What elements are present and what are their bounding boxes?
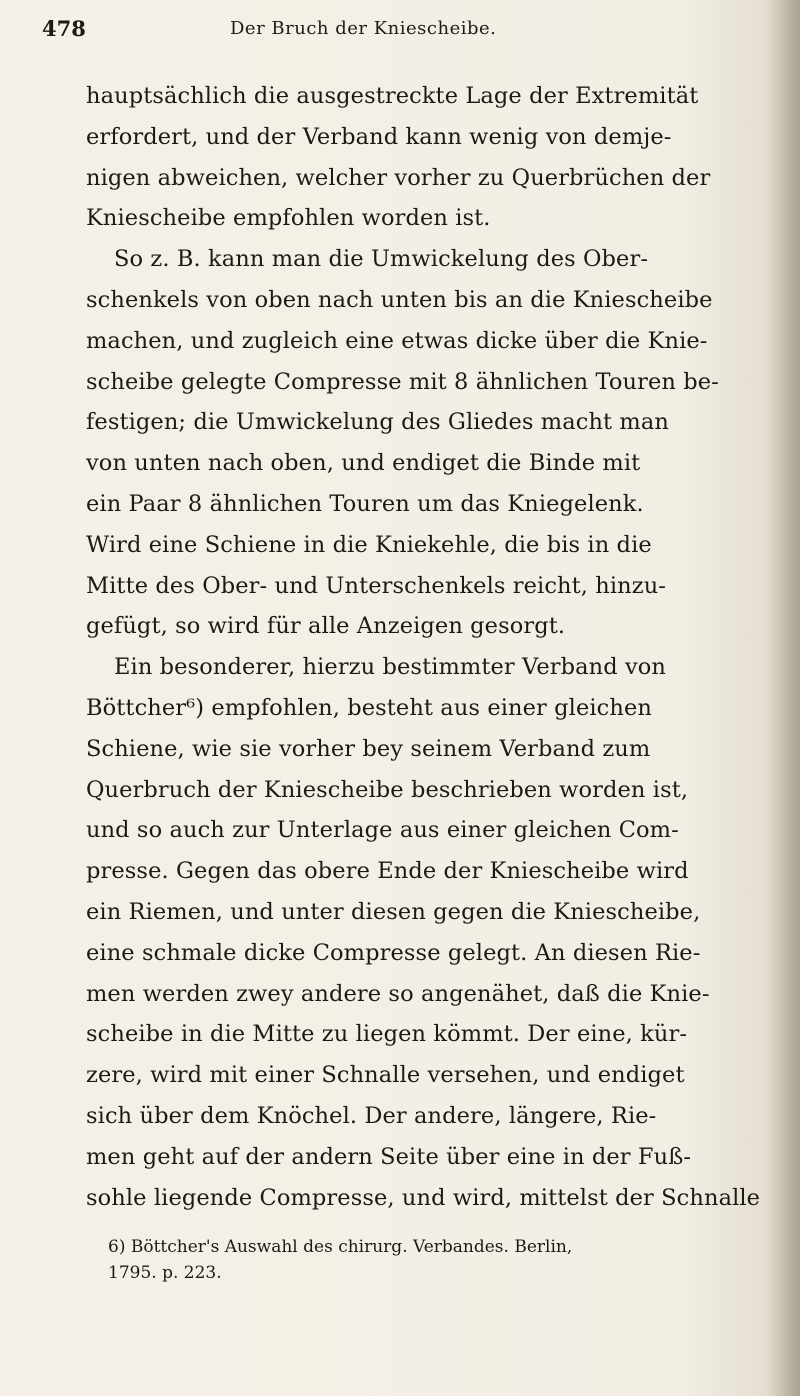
text-line: scheibe gelegte Compresse mit 8 ähnlichen Touren be- <box>86 368 719 395</box>
footnote-line: 6) Böttcher's Auswahl des chirurg. Verbandes. Berlin, <box>108 1237 573 1257</box>
text-line: Querbruch der Kniescheibe beschrieben worden ist, <box>86 776 689 803</box>
text-line: erfordert, und der Verband kann wenig von demje- <box>86 123 672 150</box>
text-line: eine schmale dicke Compresse gelegt. An diesen Rie- <box>86 939 701 966</box>
text-line: zere, wird mit einer Schnalle versehen, und endiget <box>86 1062 685 1089</box>
running-head: Der Bruch der Kniescheibe. <box>230 18 497 39</box>
text-line: hauptsächlich die ausgestreckte Lage der Extremität <box>86 83 699 109</box>
text-line: schenkels von oben nach unten bis an die Kniescheibe <box>86 286 713 313</box>
text-line: Ein besonderer, hierzu bestimmter Verband von <box>114 654 667 681</box>
text-line: festigen; die Umwickelung des Gliedes macht man <box>86 409 669 436</box>
footnote <box>108 1234 768 1286</box>
text-line: Böttcher⁶) empfohlen, besteht aus einer gleichen <box>86 694 652 721</box>
text-line: und so auch zur Unterlage aus einer gleichen Com- <box>86 817 679 844</box>
text-line: sohle liegende Compresse, und wird, mittelst der Schnalle <box>86 1184 761 1211</box>
text-line: machen, und zugleich eine etwas dicke über die Knie- <box>86 327 708 354</box>
text-line: sich über dem Knöchel. Der andere, längere, Rie- <box>86 1102 657 1129</box>
page-header <box>42 10 742 50</box>
text-line: men werden zwey andere so angenähet, daß die Knie- <box>86 980 710 1007</box>
text-line: presse. Gegen das obere Ende der Kniescheibe wird <box>86 858 689 885</box>
footnote-line: 1795. p. 223. <box>108 1263 222 1283</box>
text-line: Mitte des Ober- und Unterschenkels reicht, hinzu- <box>86 572 667 599</box>
text-line: men geht auf der andern Seite über eine in der Fuß- <box>86 1143 692 1170</box>
text-line: ein Paar 8 ähnlichen Touren um das Kniegelenk. <box>86 490 644 517</box>
body-text <box>86 76 776 1218</box>
text-line: nigen abweichen, welcher vorher zu Querbrüchen der <box>86 164 711 191</box>
text-line: So z. B. kann man die Umwickelung des Ober- <box>114 246 649 273</box>
text-line: Kniescheibe empfohlen worden ist. <box>86 205 491 232</box>
page-number: 478 <box>42 16 86 41</box>
text-line: Schiene, wie sie vorher bey seinem Verband zum <box>86 735 651 762</box>
text-line: gefügt, so wird für alle Anzeigen gesorgt. <box>86 613 566 640</box>
text-line: Wird eine Schiene in die Kniekehle, die bis in die <box>86 531 652 558</box>
text-line: ein Riemen, und unter diesen gegen die Kniescheibe, <box>86 898 701 925</box>
text-line: scheibe in die Mitte zu liegen kömmt. Der eine, kür- <box>86 1021 688 1048</box>
text-line: von unten nach oben, und endiget die Binde mit <box>86 450 641 477</box>
